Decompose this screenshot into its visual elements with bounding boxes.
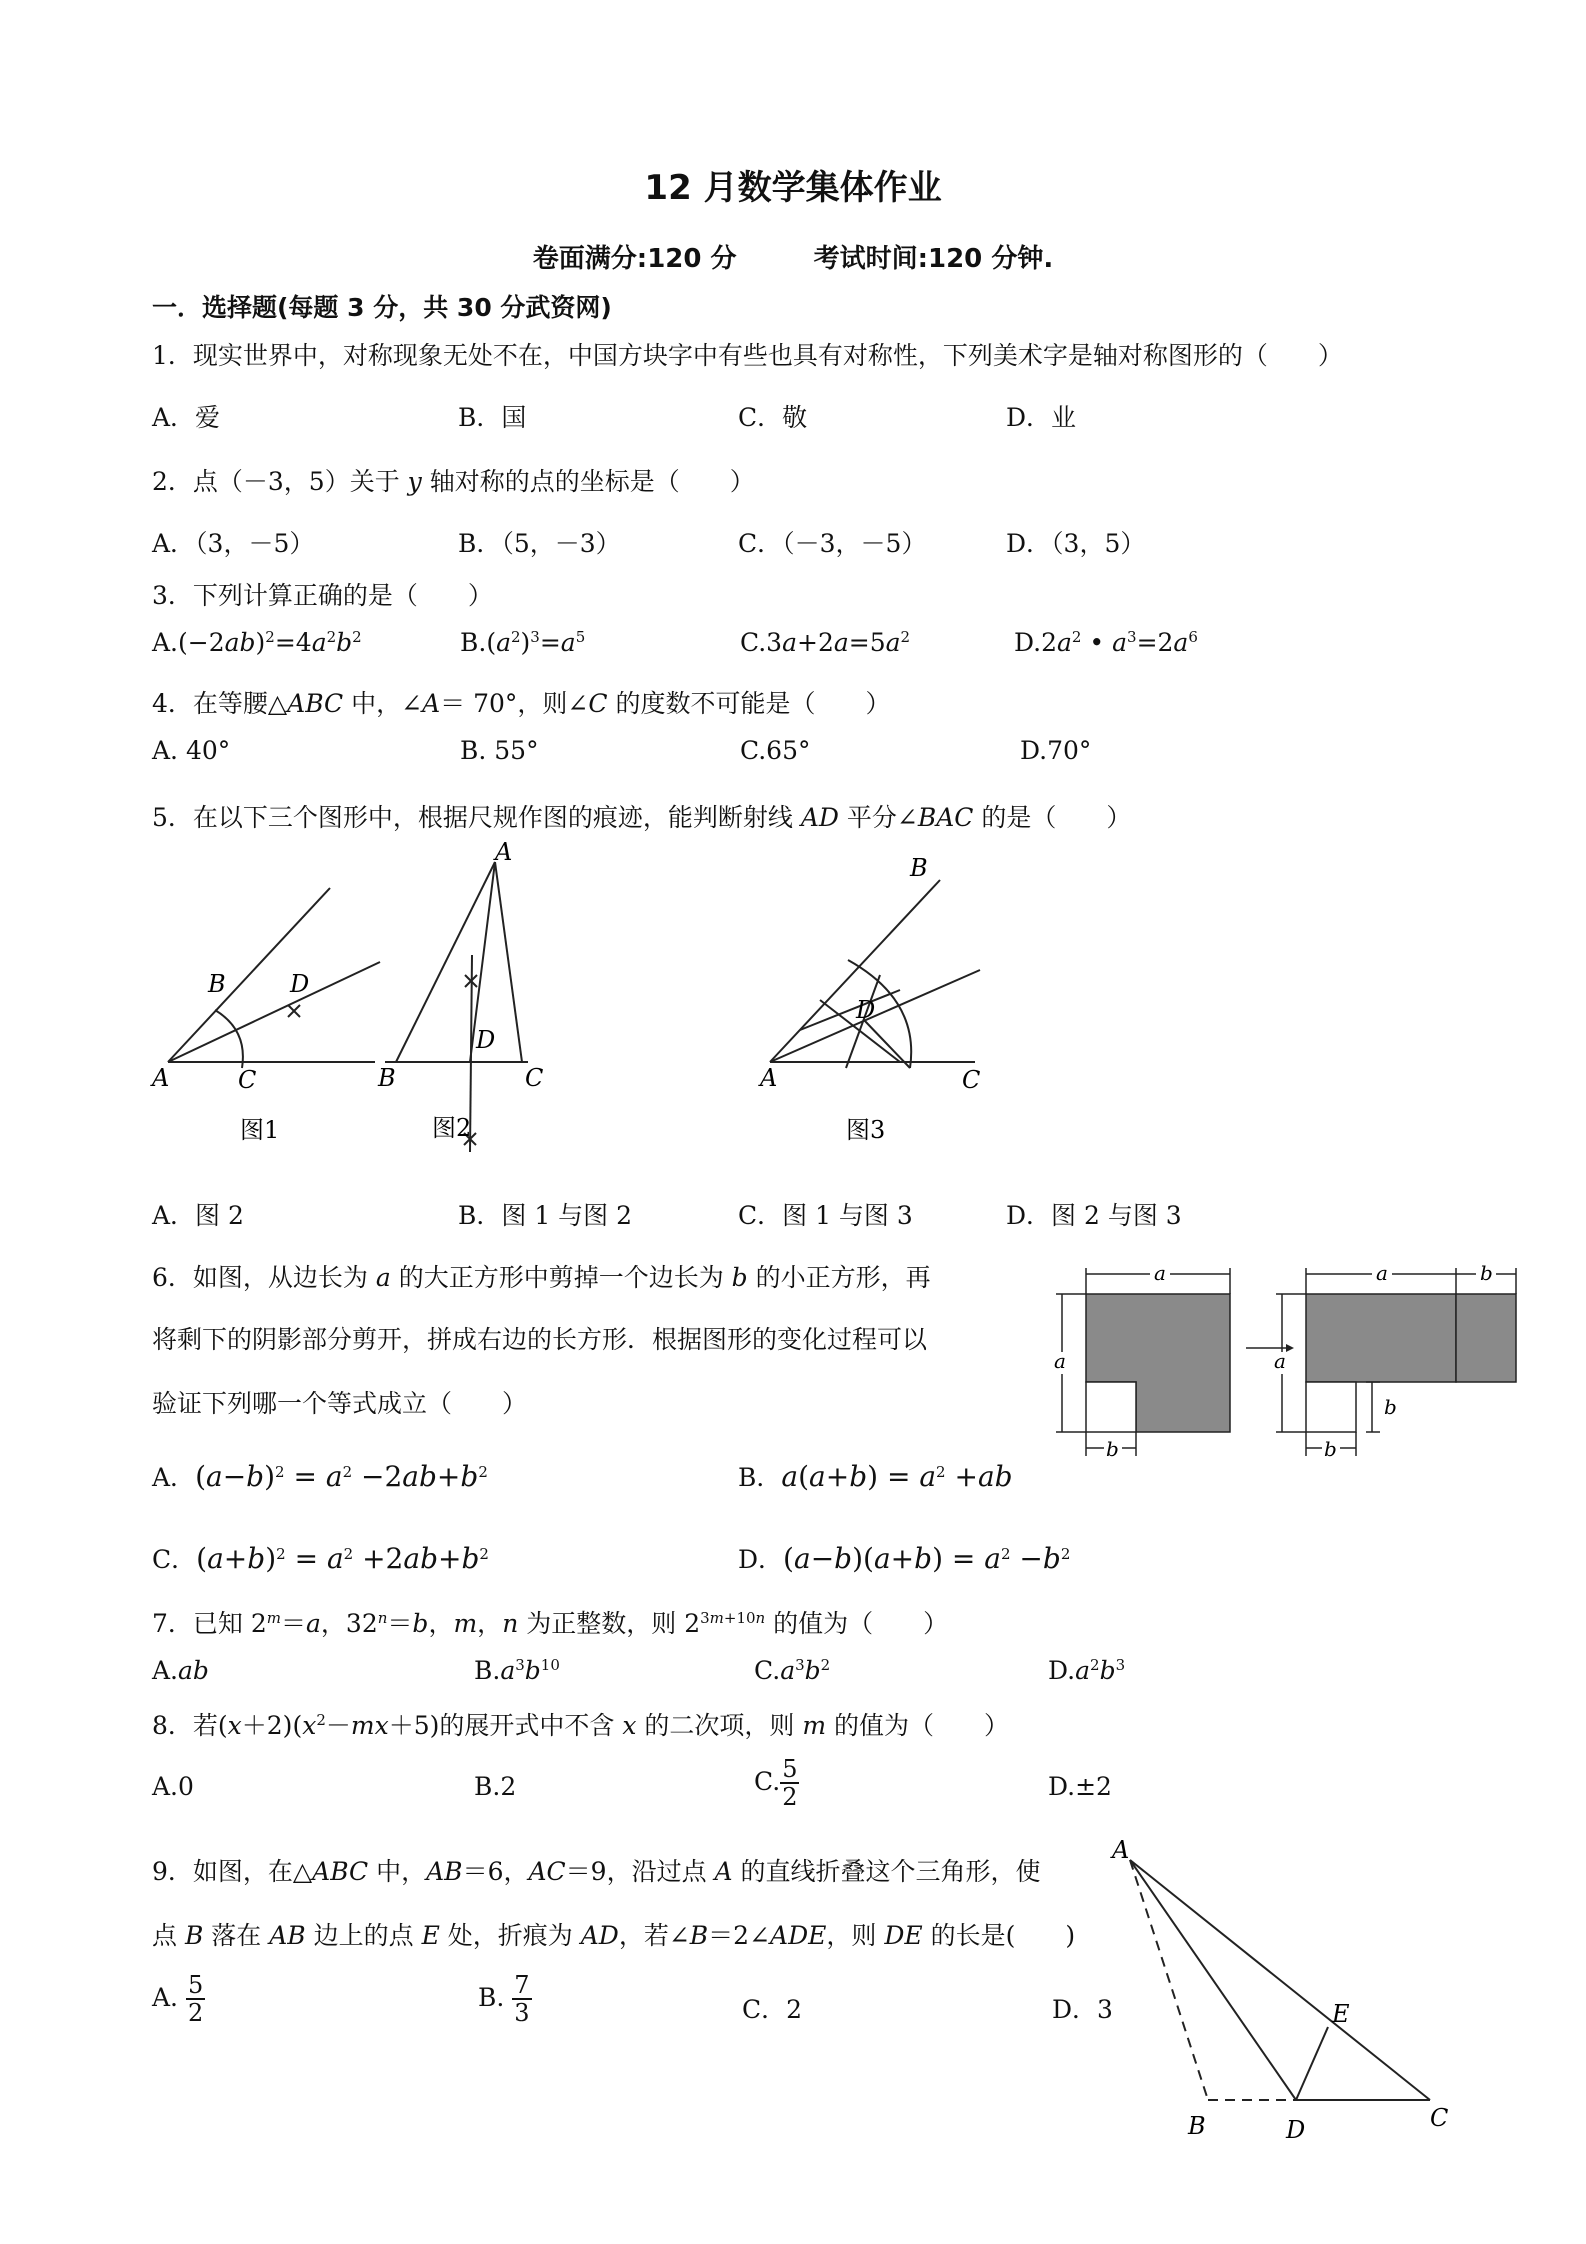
q2-option-c[interactable]: C．（－3，－5） (738, 529, 927, 558)
q4-option-a[interactable]: A. 40° (152, 736, 231, 765)
fig1-label-c: C (238, 1066, 257, 1094)
fig3-caption: 图3 (846, 1116, 886, 1144)
q6-figure (1050, 1260, 1540, 1460)
q6-option-b[interactable]: B．$a(a+b) = a^2 +ab$ (738, 1460, 1013, 1493)
q3-option-a[interactable]: $A.(-2ab)^2=4a^2b^2$ (152, 628, 362, 657)
fig2-label-b: B (378, 1064, 396, 1092)
full-marks: 卷面满分:120 分 (532, 244, 737, 274)
figure-3 (770, 880, 980, 1068)
fig2-label-d: D (476, 1026, 496, 1054)
question-8-stem: 8．若$(x+2)(x^2-mx+5)$的展开式中不含 x 的二次项，则 m 的值为（ ） (152, 1711, 1009, 1740)
svg-text:C: C (1430, 2104, 1449, 2132)
svg-text:b: b (1480, 1261, 1493, 1285)
q9-option-a[interactable]: A. $\frac{5}{2}$ (152, 1971, 204, 2028)
fig1-caption: 图1 (240, 1116, 280, 1144)
question-1-stem: 1．现实世界中，对称现象无处不在，中国方块字中有些也具有对称性，下列美术字是轴对称图形的（ ） (152, 341, 1343, 370)
q6-option-a[interactable]: A．$(a-b)^2 = a^2 -2ab+b^2$ (152, 1460, 488, 1493)
figure-2 (385, 862, 528, 1152)
fig2-caption: 图2 (432, 1114, 472, 1142)
question-6-line-3: 验证下列哪一个等式成立（ ） (152, 1389, 528, 1418)
q3-option-d[interactable]: $D.2a^2$ • $a^3=2a^6$ (1014, 628, 1198, 657)
exam-info (0, 238, 1586, 275)
q7-option-c[interactable]: $C.a^3b^2$ (754, 1656, 831, 1685)
q9-option-c[interactable]: C．2 (742, 1995, 803, 2024)
q1-option-b[interactable]: B．国 (458, 403, 527, 432)
svg-text:a: a (1054, 1349, 1066, 1373)
q9-option-b[interactable]: B. $\frac{7}{3}$ (478, 1971, 530, 2028)
svg-text:a: a (1154, 1261, 1166, 1285)
q8-option-b[interactable]: B.2 (474, 1772, 517, 1801)
figure-1 (168, 888, 380, 1068)
q7-option-b[interactable]: $B.a^3b^{10}$ (474, 1656, 560, 1685)
q4-option-d[interactable]: D.70° (1020, 736, 1092, 765)
question-5-stem: 5．在以下三个图形中，根据尺规作图的痕迹，能判断射线 AD 平分∠BAC 的是（ ） (152, 803, 1132, 832)
question-2-stem: 2．点（－3，5）关于 y 轴对称的点的坐标是（ ） (152, 467, 755, 496)
svg-text:a: a (1376, 1261, 1388, 1285)
fig3-label-b: B (910, 854, 928, 882)
q1-option-c[interactable]: C．敬 (738, 403, 808, 432)
q4-option-b[interactable]: B. 55° (460, 736, 539, 765)
question-3-stem: 3．下列计算正确的是（ ） (152, 581, 493, 610)
page-title: 12 月数学集体作业 (644, 168, 942, 208)
q5-figures (140, 840, 1020, 1170)
q1-option-a[interactable]: A．爱 (152, 403, 221, 432)
q1-option-d[interactable]: D．业 (1006, 403, 1077, 432)
fig1-label-b: B (208, 970, 226, 998)
question-4-stem: 4．在等腰△ABC 中，∠A＝ 70°，则∠C 的度数不可能是（ ） (152, 689, 891, 718)
q7-option-a[interactable]: A.ab (152, 1656, 209, 1685)
q8-option-a[interactable]: A.0 (152, 1772, 194, 1801)
q4-option-c[interactable]: C.65° (740, 736, 811, 765)
q8-option-c[interactable]: C. $\frac{5}{2}$ (754, 1755, 798, 1812)
q8-option-d[interactable]: D.±2 (1048, 1772, 1112, 1801)
q7-option-d[interactable]: $D.a^2b^3$ (1048, 1656, 1126, 1685)
q5-option-a[interactable]: A．图 2 (152, 1201, 244, 1230)
svg-text:A: A (1112, 1836, 1130, 1864)
q5-option-c[interactable]: C．图 1 与图 3 (738, 1201, 913, 1230)
svg-text:E: E (1332, 2000, 1350, 2028)
question-6-line-2: 将剩下的阴影部分剪开，拼成右边的长方形．根据图形的变化过程可以 (152, 1325, 928, 1354)
fig3-label-d: D (856, 996, 876, 1024)
exam-time: 考试时间:120 分钟. (813, 244, 1054, 274)
question-7-stem: 7．已知 $2^m=a$，$32^n=b$，m，n 为正整数，则 $2^{3m+10n}$ 的值为（ ） (152, 1609, 949, 1638)
question-9-line-1: 9．如图，在△ABC 中，AB＝6，AC＝9，沿过点 A 的直线折叠这个三角形，使 (152, 1857, 1041, 1886)
question-6-line-1: 6．如图，从边长为 a 的大正方形中剪掉一个边长为 b 的小正方形，再 (152, 1263, 931, 1292)
fig1-label-a: A (152, 1064, 170, 1092)
q2-option-b[interactable]: B．（5，－3） (458, 529, 621, 558)
fig3-label-a: A (760, 1064, 778, 1092)
fig3-label-c: C (962, 1066, 981, 1094)
q6-option-d[interactable]: D．$(a-b)(a+b) = a^2 -b^2$ (738, 1542, 1071, 1575)
svg-text:b: b (1106, 1437, 1119, 1460)
svg-text:D: D (1286, 2116, 1306, 2144)
q6-option-c[interactable]: C．$(a+b)^2 = a^2 +2ab+b^2$ (152, 1542, 489, 1575)
fig2-label-a: A (495, 840, 513, 866)
svg-text:B: B (1188, 2112, 1206, 2140)
q2-option-d[interactable]: D．（3，5） (1006, 529, 1146, 558)
q3-option-c[interactable]: $C.3a+2a=5a^2$ (740, 628, 911, 657)
fig1-label-d: D (290, 970, 310, 998)
svg-text:a: a (1274, 1349, 1286, 1373)
q9-option-d[interactable]: D．3 (1052, 1995, 1113, 2024)
fig2-label-c: C (525, 1064, 544, 1092)
question-9-line-2: 点 B 落在 AB 边上的点 E 处，折痕为 AD，若∠B＝2∠ADE，则 DE 的长是( ) (152, 1921, 1076, 1950)
q2-option-a[interactable]: A．（3，－5） (152, 529, 315, 558)
svg-text:b: b (1324, 1437, 1337, 1460)
svg-text:b: b (1384, 1395, 1397, 1419)
q9-figure (1100, 1830, 1480, 2160)
q3-option-b[interactable]: $B.(a^2)^3=a^5$ (460, 628, 586, 657)
q5-option-b[interactable]: B．图 1 与图 2 (458, 1201, 633, 1230)
q5-option-d[interactable]: D．图 2 与图 3 (1006, 1201, 1182, 1230)
section-title: 一．选择题(每题 3 分，共 30 分武资网) (152, 293, 612, 322)
